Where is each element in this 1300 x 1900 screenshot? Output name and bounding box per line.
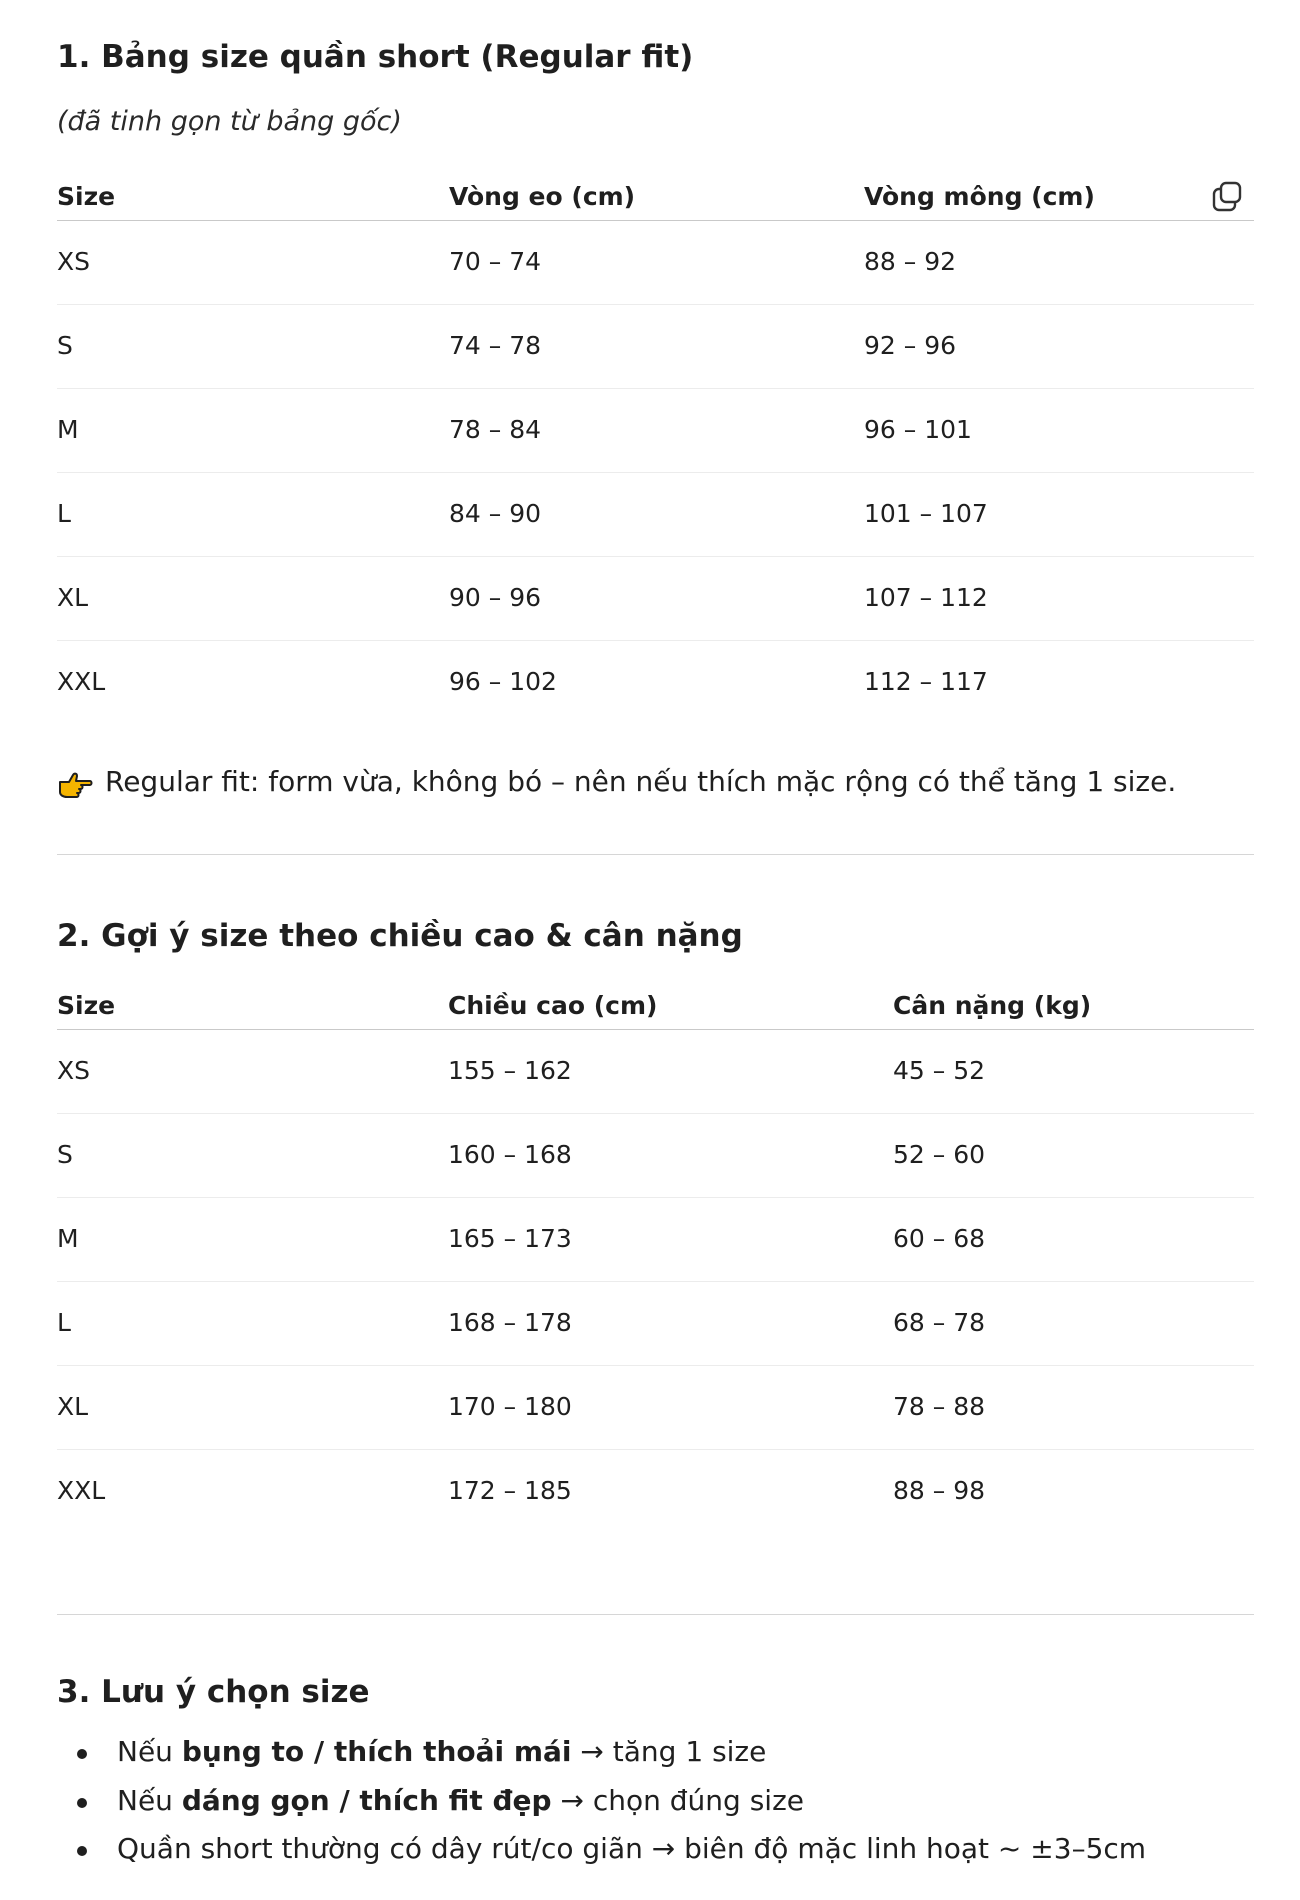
table-cell: 60 – 68 — [893, 1224, 986, 1253]
table-header — [57, 176, 1254, 221]
table-cell: M — [57, 1224, 79, 1253]
column-header-height: Chiều cao (cm) — [448, 991, 658, 1020]
table-cell: S — [57, 331, 73, 360]
note-emphasis: dáng gọn / thích fit đẹp — [181, 1783, 552, 1817]
tip-text: Regular fit: form vừa, không bó – nên nếu thích mặc rộng có thể tăng 1 size. — [105, 764, 1177, 798]
note-emphasis: bụng to / thích thoải mái — [181, 1735, 572, 1768]
column-header-weight: Cân nặng (kg) — [893, 991, 1092, 1020]
note-prefix: Quần short thường có dây rút/co giãn → biên độ mặc linh hoạt ~ ±3–5cm — [117, 1832, 1147, 1865]
table-cell: S — [57, 1140, 73, 1169]
list-item — [57, 1777, 1146, 1826]
copy-icon[interactable] — [1210, 180, 1244, 214]
table-row — [57, 1030, 1254, 1114]
column-header-size: Size — [57, 991, 116, 1020]
table-row — [57, 473, 1254, 557]
table-header — [57, 985, 1254, 1030]
bullet-icon — [77, 1798, 87, 1808]
table-row — [57, 1366, 1254, 1450]
table-cell: 52 – 60 — [893, 1140, 986, 1169]
table-cell: M — [57, 415, 79, 444]
table-cell: 112 – 117 — [864, 667, 988, 696]
sizing-notes-list — [57, 1728, 1146, 1874]
table-cell: XXL — [57, 667, 106, 696]
table-cell: 160 – 168 — [448, 1140, 572, 1169]
table-cell: 90 – 96 — [449, 583, 542, 612]
table-cell: 168 – 178 — [448, 1308, 572, 1337]
table-cell: 96 – 102 — [449, 667, 557, 696]
list-item — [57, 1825, 1146, 1874]
table-row — [57, 389, 1254, 473]
section-1-title: 1. Bảng size quần short (Regular fit) — [57, 39, 694, 75]
note-suffix: → chọn đúng size — [551, 1783, 805, 1817]
table-cell: XS — [57, 1056, 90, 1085]
column-header-size: Size — [57, 182, 116, 211]
regular-fit-tip — [57, 763, 1176, 799]
table-cell: 92 – 96 — [864, 331, 957, 360]
note-suffix: → tăng 1 size — [571, 1735, 767, 1768]
table-cell: 78 – 88 — [893, 1392, 986, 1421]
table-cell: 84 – 90 — [449, 499, 542, 528]
bullet-icon — [77, 1846, 87, 1856]
divider — [57, 854, 1254, 855]
table-row — [57, 557, 1254, 641]
table-cell: 155 – 162 — [448, 1056, 572, 1085]
table-cell: 70 – 74 — [449, 247, 542, 276]
table-cell: XXL — [57, 1476, 106, 1505]
note-prefix: Nếu — [117, 1735, 182, 1768]
table-cell: XL — [57, 583, 89, 612]
table-cell: L — [57, 1308, 71, 1337]
table-cell: XS — [57, 247, 90, 276]
section-1-subtitle: (đã tinh gọn từ bảng gốc) — [57, 106, 402, 137]
table-cell: XL — [57, 1392, 89, 1421]
table-row — [57, 1450, 1254, 1533]
column-header-hip: Vòng mông (cm) — [864, 182, 1095, 211]
note-prefix: Nếu — [117, 1783, 182, 1817]
column-header-waist: Vòng eo (cm) — [449, 182, 636, 211]
table-row — [57, 1282, 1254, 1366]
table-cell: 74 – 78 — [449, 331, 542, 360]
table-cell: 170 – 180 — [448, 1392, 572, 1421]
section-2-title: 2. Gợi ý size theo chiều cao & cân nặng — [57, 918, 743, 954]
table-cell: 78 – 84 — [449, 415, 542, 444]
table-cell: 68 – 78 — [893, 1308, 986, 1337]
list-item — [57, 1728, 1146, 1777]
bullet-icon — [77, 1749, 87, 1759]
table-row — [57, 1114, 1254, 1198]
waist-hip-size-table — [57, 176, 1254, 724]
pointing-hand-icon — [57, 769, 95, 799]
table-row — [57, 1198, 1254, 1282]
table-cell: 101 – 107 — [864, 499, 988, 528]
table-cell: 172 – 185 — [448, 1476, 572, 1505]
table-cell: 45 – 52 — [893, 1056, 986, 1085]
table-cell: 88 – 98 — [893, 1476, 986, 1505]
table-row — [57, 305, 1254, 389]
table-cell: 88 – 92 — [864, 247, 957, 276]
table-cell: 107 – 112 — [864, 583, 988, 612]
divider — [57, 1614, 1254, 1615]
table-cell: 165 – 173 — [448, 1224, 572, 1253]
table-cell: 96 – 101 — [864, 415, 972, 444]
table-row — [57, 641, 1254, 724]
table-cell: L — [57, 499, 71, 528]
height-weight-size-table — [57, 985, 1254, 1533]
table-row — [57, 221, 1254, 305]
section-3-title: 3. Lưu ý chọn size — [57, 1674, 370, 1710]
